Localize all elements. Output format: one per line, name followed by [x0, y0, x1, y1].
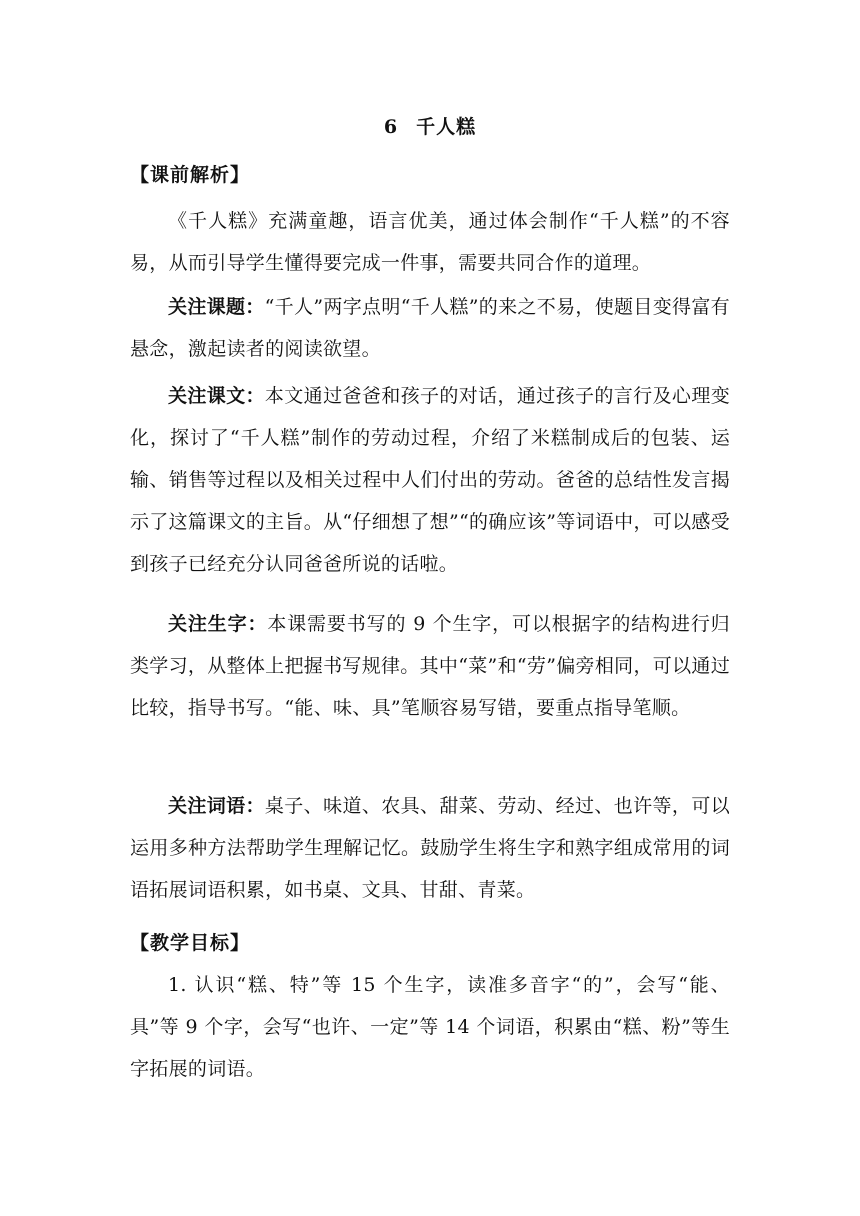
focus-words-paragraph: [130, 785, 730, 911]
focus-title-label: 关注课题：: [168, 296, 265, 318]
focus-text-label: 关注课文：: [168, 385, 265, 407]
focus-chars-text: 本课需要书写的 9 个生字，可以根据字的结构进行归类学习，从整体上把握书写规律。其中“菜”和“劳”偏旁相同，可以通过比较，指导书写。“能、味、具”笔顺容易写错，要重点指导笔顺。: [130, 613, 730, 719]
goal-1-text: 1. 认识“糕、特”等 15 个生字，读准多音字“的”，会写“能、具”等 9 个字，会写“也许、一定”等 14 个词语，积累由“糕、粉”等生字拓展的词语。: [130, 974, 730, 1080]
focus-title-paragraph: [130, 286, 730, 370]
focus-words-text: 桌子、味道、农具、甜菜、劳动、经过、也许等，可以运用多种方法帮助学生理解记忆。鼓励学生将生字和熟字组成常用的词语拓展词语积累，如书桌、文具、甘甜、青菜。: [130, 795, 730, 901]
section-heading-goals: 【教学目标】: [130, 932, 251, 954]
intro-text: 《千人糕》充满童趣，语言优美，通过体会制作“千人糕”的不容易，从而引导学生懂得要完成一件事，需要共同合作的道理。: [130, 210, 730, 274]
focus-title-text: “千人”两字点明“千人糕”的来之不易，使题目变得富有悬念，激起读者的阅读欲望。: [130, 296, 730, 360]
lesson-title-text: 千人糕: [416, 116, 477, 138]
lesson-number: 6: [383, 116, 399, 138]
focus-words-label: 关注词语：: [168, 795, 265, 817]
focus-chars-label: 关注生字：: [168, 613, 268, 635]
goal-1-paragraph: [130, 964, 730, 1090]
focus-chars-paragraph: [130, 603, 730, 729]
focus-text-text: 本文通过爸爸和孩子的对话，通过孩子的言行及心理变化，探讨了“千人糕”制作的劳动过程，介绍了米糕制成后的包装、运输、销售等过程以及相关过程中人们付出的劳动。爸爸的总结性发言揭示了这篇课文的主旨。从“仔细想了想”“的确应该”等词语中，可以感受到孩子已经充分认同爸爸所说的话啦。: [130, 385, 730, 575]
lesson-title: [0, 112, 860, 139]
focus-text-paragraph: [130, 375, 730, 585]
section-heading-analysis: 【课前解析】: [130, 164, 251, 186]
intro-paragraph: [130, 200, 730, 284]
